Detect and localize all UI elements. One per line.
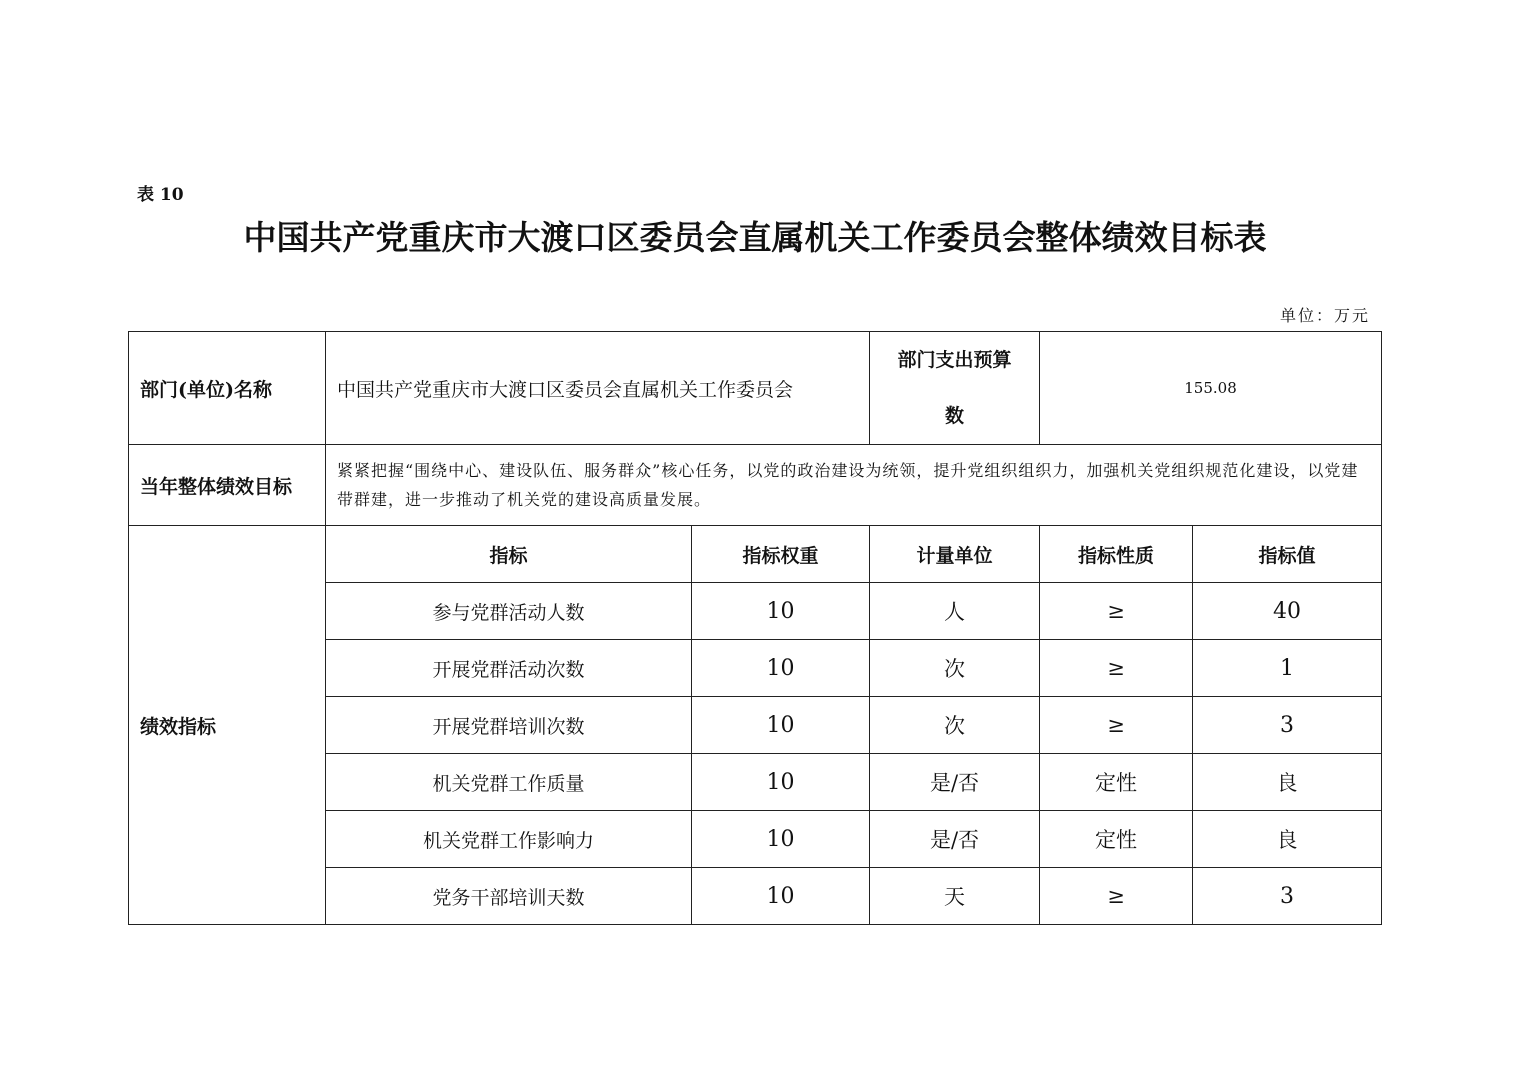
- indicator-section-label: 绩效指标: [129, 526, 326, 925]
- indicator-nature: 定性: [1040, 754, 1193, 811]
- indicator-weight: 10: [692, 583, 870, 640]
- dept-name-label: 部门(单位)名称: [129, 332, 326, 445]
- indicator-nature: 定性: [1040, 811, 1193, 868]
- indicator-nature: ≥: [1040, 640, 1193, 697]
- indicator-unit: 次: [870, 640, 1040, 697]
- indicator-unit: 是/否: [870, 811, 1040, 868]
- goal-text: 紧紧把握“围绕中心、建设队伍、服务群众”核心任务，以党的政治建设为统领，提升党组织组织力，加强机关党组织规范化建设，以党建带群建，进一步推动了机关党的建设高质量发展。: [326, 445, 1382, 526]
- indicator-unit: 天: [870, 868, 1040, 925]
- unit-label: 单位：万元: [1279, 306, 1370, 325]
- indicator-weight: 10: [692, 640, 870, 697]
- indicator-weight: 10: [692, 811, 870, 868]
- dept-row: [129, 332, 1382, 445]
- indicator-name: 参与党群活动人数: [326, 583, 692, 640]
- indicator-name: 机关党群工作影响力: [326, 811, 692, 868]
- indicator-name: 开展党群培训次数: [326, 697, 692, 754]
- indicator-value: 良: [1193, 811, 1382, 868]
- dept-name-value: 中国共产党重庆市大渡口区委员会直属机关工作委员会: [326, 332, 870, 445]
- indicator-weight: 10: [692, 868, 870, 925]
- performance-table: [128, 331, 1382, 925]
- indicator-value: 40: [1193, 583, 1382, 640]
- indicator-unit: 人: [870, 583, 1040, 640]
- budget-label-line1: 部门支出预算: [897, 349, 1012, 371]
- indicator-header-row: [129, 526, 1382, 583]
- indicator-weight: 10: [692, 697, 870, 754]
- indicator-name: 党务干部培训天数: [326, 868, 692, 925]
- column-header-unit: 计量单位: [870, 526, 1040, 583]
- indicator-value: 良: [1193, 754, 1382, 811]
- column-header-weight: 指标权重: [692, 526, 870, 583]
- column-header-value: 指标值: [1193, 526, 1382, 583]
- indicator-name: 开展党群活动次数: [326, 640, 692, 697]
- column-header-nature: 指标性质: [1040, 526, 1193, 583]
- indicator-name: 机关党群工作质量: [326, 754, 692, 811]
- indicator-unit: 次: [870, 697, 1040, 754]
- budget-label-line2: 数: [945, 405, 965, 427]
- table-number: 表 10: [137, 185, 184, 205]
- indicator-value: 3: [1193, 697, 1382, 754]
- indicator-value: 3: [1193, 868, 1382, 925]
- indicator-weight: 10: [692, 754, 870, 811]
- column-header-indicator: 指标: [326, 526, 692, 583]
- indicator-nature: ≥: [1040, 583, 1193, 640]
- page-title: 中国共产党重庆市大渡口区委员会直属机关工作委员会整体绩效目标表: [243, 218, 1267, 257]
- goal-row: [129, 445, 1382, 526]
- indicator-nature: ≥: [1040, 868, 1193, 925]
- budget-label: [870, 332, 1040, 445]
- indicator-nature: ≥: [1040, 697, 1193, 754]
- indicator-value: 1: [1193, 640, 1382, 697]
- budget-value: 155.08: [1040, 332, 1382, 445]
- indicator-unit: 是/否: [870, 754, 1040, 811]
- goal-label: 当年整体绩效目标: [129, 445, 326, 526]
